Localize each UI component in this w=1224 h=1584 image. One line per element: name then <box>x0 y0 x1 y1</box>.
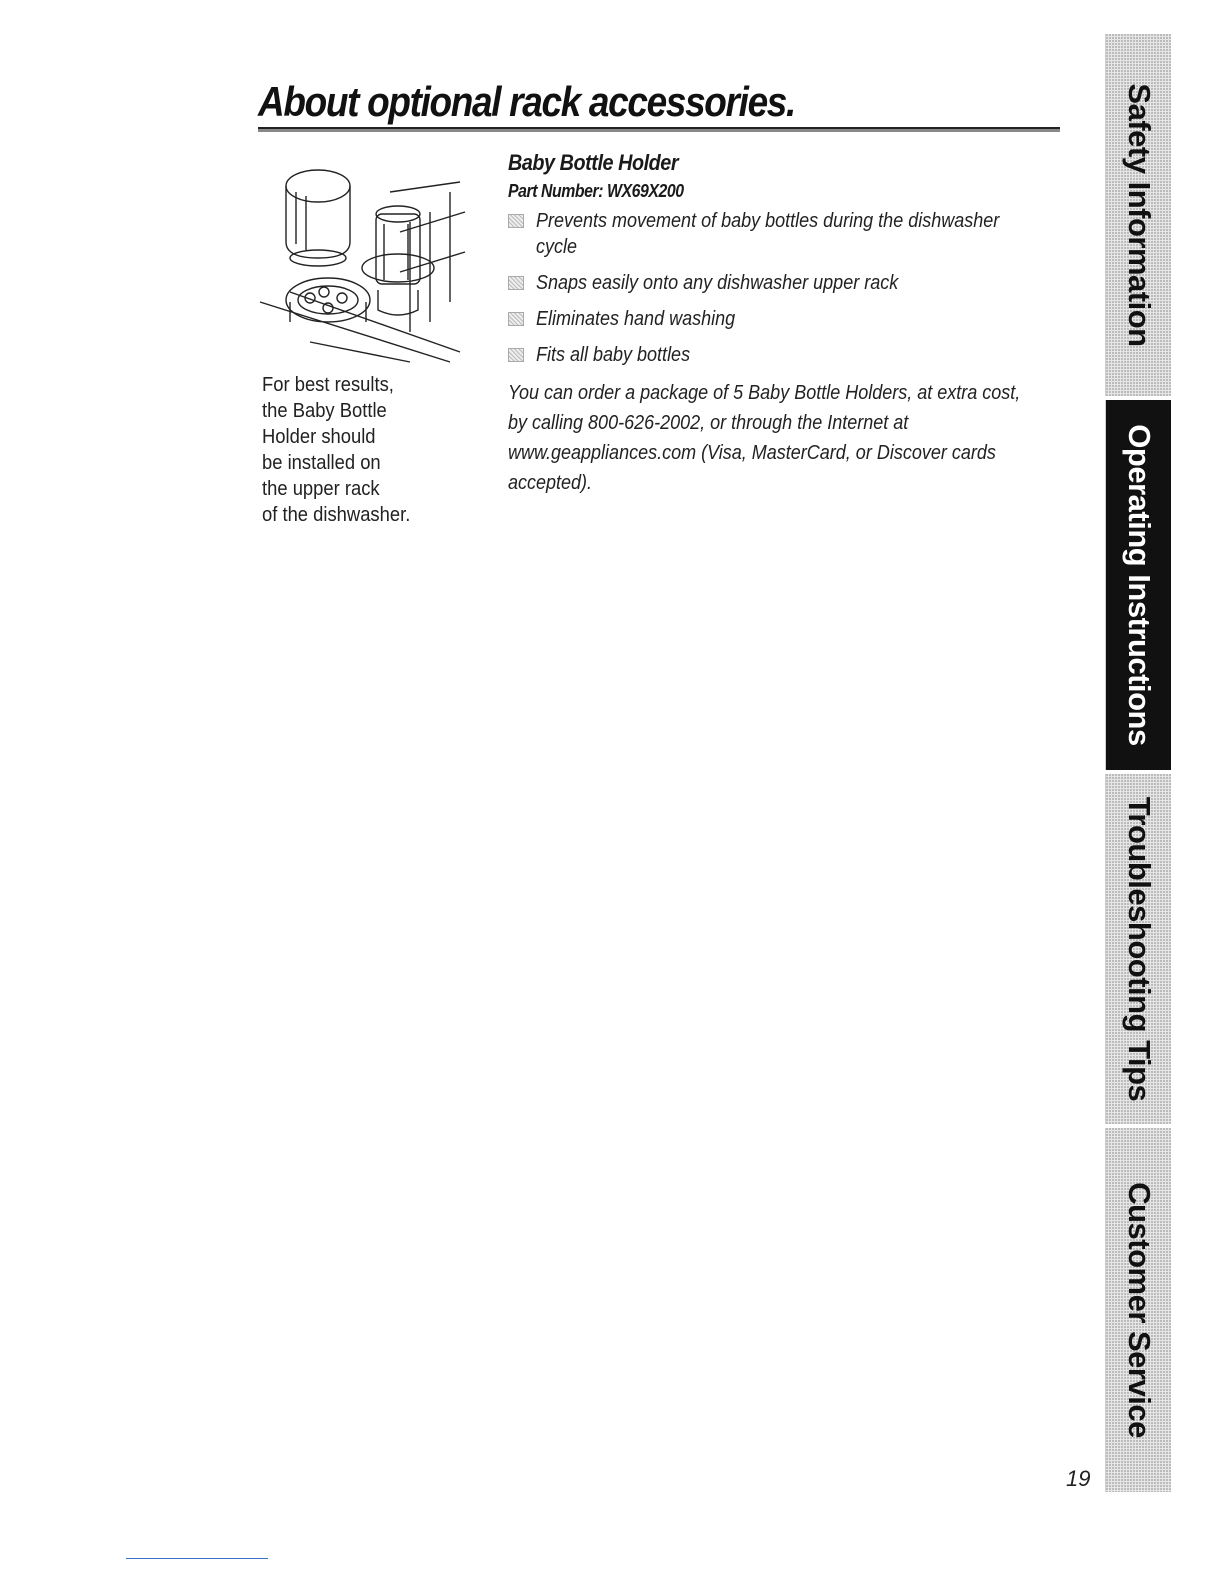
part-number: Part Number: WX69X200 <box>508 181 684 201</box>
baby-bottle-holder-illustration <box>250 152 470 374</box>
bullet-text: Eliminates hand washing <box>536 308 736 330</box>
bullet-square-icon <box>508 276 524 290</box>
title-rule <box>258 127 1060 132</box>
list-item <box>508 270 1068 296</box>
bullet-square-icon <box>508 312 524 326</box>
tab-label: Safety Information <box>1121 83 1157 347</box>
bullet-square-icon <box>508 348 524 362</box>
product-name: Baby Bottle Holder <box>508 150 679 175</box>
caption-line: Holder should <box>262 426 376 448</box>
caption-line: For best results, <box>262 374 394 396</box>
bullet-text: Prevents movement of baby bottles during the dishwasher cycle <box>536 210 1000 258</box>
tab-label: Operating Instructions <box>1121 424 1157 746</box>
illustration-caption <box>262 372 462 528</box>
list-item <box>508 208 1068 260</box>
bullet-square-icon <box>508 214 524 228</box>
caption-line: of the dishwasher. <box>262 504 411 526</box>
tab-safety-information[interactable] <box>1105 34 1171 396</box>
tab-operating-instructions[interactable] <box>1105 400 1171 770</box>
product-section <box>508 148 1068 518</box>
bullet-text: Snaps easily onto any dishwasher upper rack <box>536 272 899 294</box>
ordering-info: You can order a package of 5 Baby Bottle Holders, at extra cost, by calling 800-626-2002, or through the Internet at www.geappliances.com (Visa, MasterCard, or Discover cards accepted). <box>508 382 1021 494</box>
bullet-text: Fits all baby bottles <box>536 344 691 366</box>
caption-line: the Baby Bottle <box>262 400 387 422</box>
caption-line: the upper rack <box>262 478 380 500</box>
list-item <box>508 342 1068 368</box>
page-title: About optional rack accessories. <box>258 78 795 125</box>
tab-label: Customer Service <box>1121 1182 1157 1438</box>
tab-label: Troubleshooting Tips <box>1121 796 1157 1102</box>
list-item <box>508 306 1068 332</box>
page-number: 19 <box>1066 1466 1091 1491</box>
tab-customer-service[interactable] <box>1105 1128 1171 1492</box>
feature-list <box>508 208 1068 368</box>
caption-line: be installed on <box>262 452 381 474</box>
section-tabs <box>1105 34 1170 1492</box>
tab-troubleshooting-tips[interactable] <box>1105 774 1171 1124</box>
footer-rule <box>126 1558 268 1559</box>
